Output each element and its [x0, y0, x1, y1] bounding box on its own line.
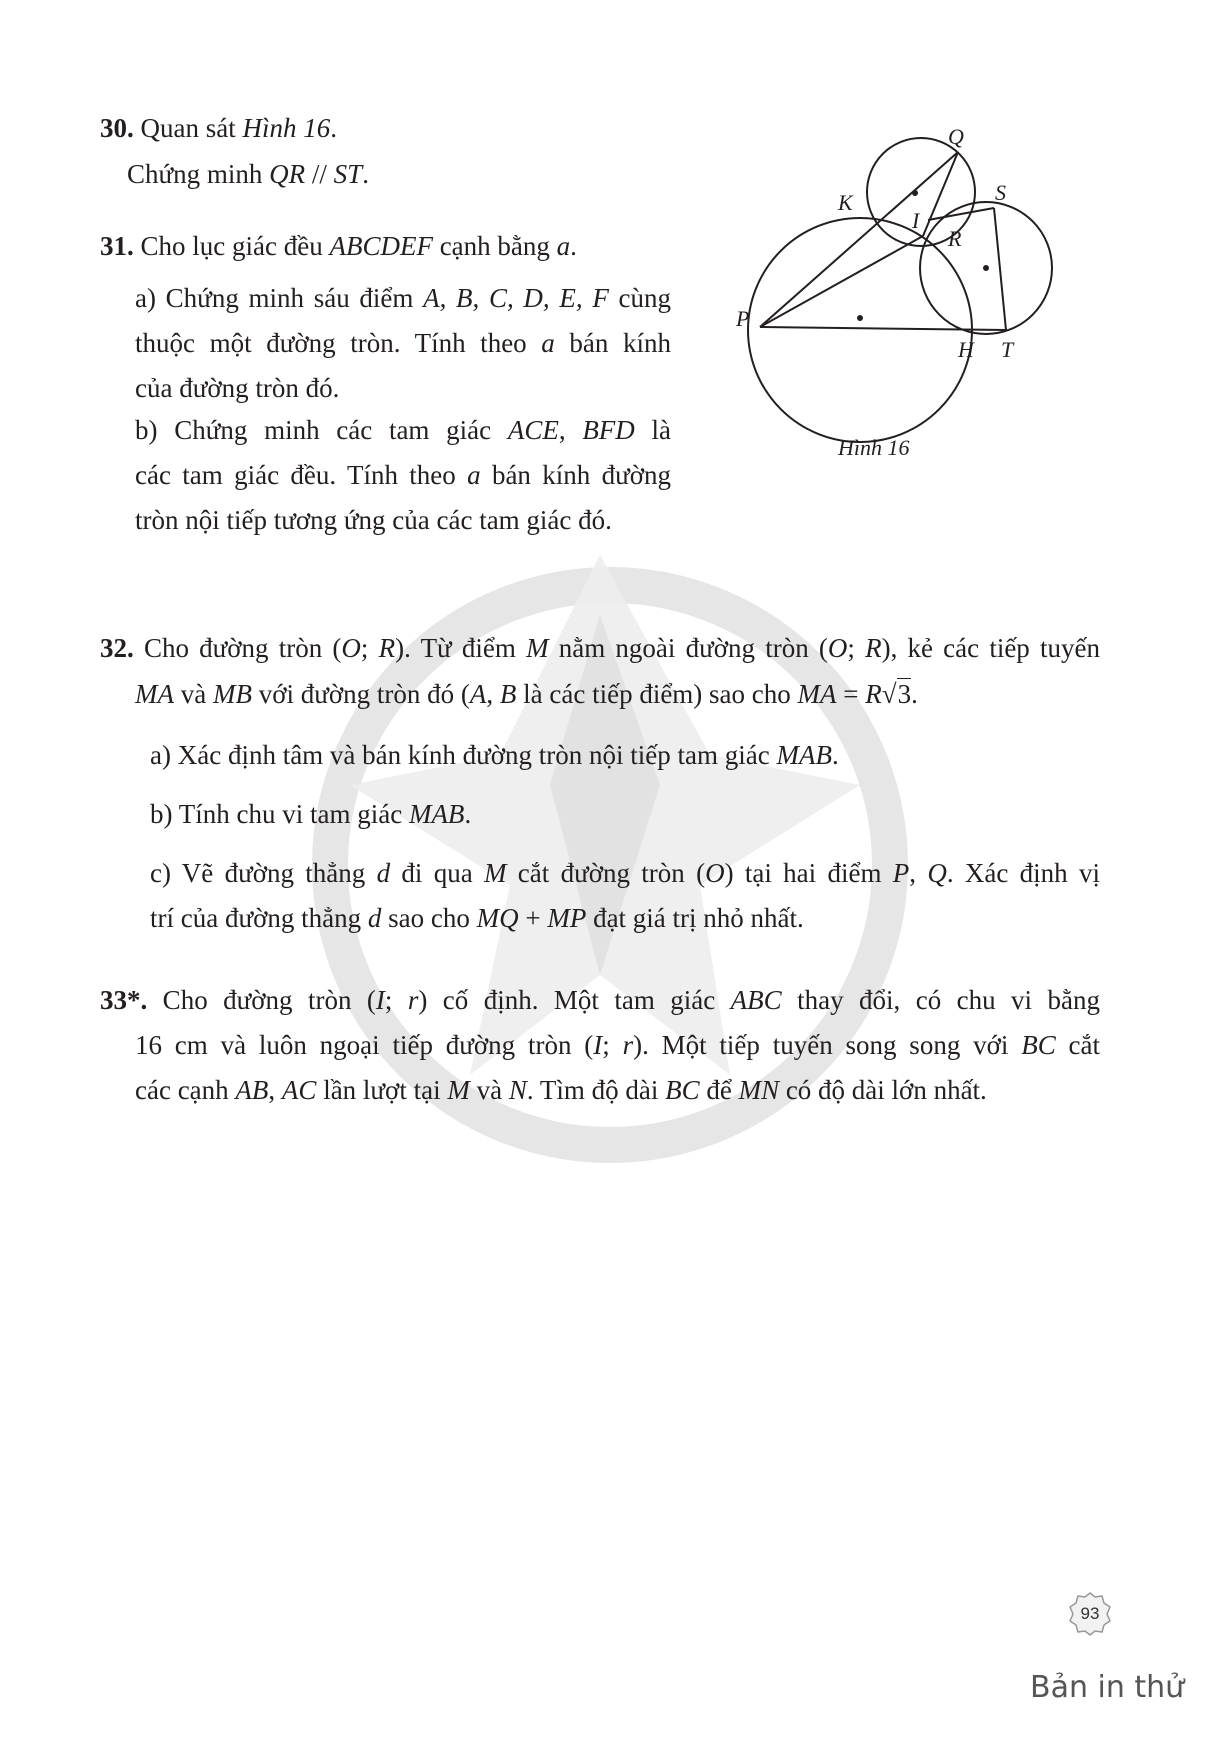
label-T: T	[1001, 337, 1014, 362]
text: R	[865, 633, 882, 663]
text: MP	[547, 903, 587, 933]
text: các tam giác đều. Tính theo	[135, 460, 468, 490]
text: . Tìm độ dài	[526, 1075, 666, 1105]
label-P: P	[736, 306, 750, 331]
problem-32c	[150, 851, 1100, 941]
label-R: R	[948, 226, 962, 251]
text: a	[556, 231, 571, 261]
segment-QR	[923, 152, 958, 236]
problem-number: 33*.	[100, 985, 148, 1015]
page-number	[1066, 1590, 1114, 1638]
text: R	[865, 679, 882, 709]
problem-31b	[135, 408, 671, 543]
text: và	[469, 1075, 509, 1105]
line	[150, 851, 1100, 896]
text: với đường tròn đó (	[251, 679, 470, 709]
label-S: S	[995, 180, 1006, 205]
text: Cho đường tròn (	[133, 633, 342, 663]
text: O	[705, 858, 725, 888]
text: MN	[738, 1075, 780, 1105]
text: ). Một tiếp tuyến song song với	[633, 1030, 1022, 1060]
text: Quan sát	[133, 113, 243, 143]
segment-IS	[928, 208, 994, 220]
problem-32-line1	[100, 626, 1100, 671]
text: a	[467, 460, 481, 490]
text: bán kính đường	[480, 460, 671, 490]
text: ) tại hai điểm	[724, 858, 893, 888]
text: M	[447, 1075, 470, 1105]
text: b) Tính chu vi tam giác	[150, 799, 409, 829]
text: ), kẻ các tiếp tuyến	[881, 633, 1100, 663]
figure-16	[735, 118, 1055, 463]
text: . Xác định vị	[946, 858, 1100, 888]
line	[135, 276, 671, 321]
line	[150, 896, 1100, 941]
text: r	[622, 1030, 634, 1060]
text: r	[407, 985, 419, 1015]
text: I	[593, 1030, 603, 1060]
text: và	[173, 679, 213, 709]
text: MQ	[476, 903, 519, 933]
text: là các tiếp điểm) sao cho	[516, 679, 798, 709]
text: bán kính	[554, 328, 671, 358]
text: .	[362, 159, 369, 189]
text: MA	[797, 679, 837, 709]
text: để	[699, 1075, 739, 1105]
text: MAB	[776, 740, 832, 770]
sqrt-symbol: √3	[881, 679, 912, 709]
label-Q: Q	[948, 124, 964, 149]
text: B	[499, 679, 517, 709]
center-dot	[857, 315, 863, 321]
text: BC	[1021, 1030, 1056, 1060]
text: b) Chứng minh các tam giác	[135, 415, 508, 445]
text: QR	[269, 159, 306, 189]
text: ,	[486, 679, 500, 709]
text: a) Xác định tâm và bán kính đường tròn nội tiếp tam giác	[150, 740, 777, 770]
text: .	[330, 113, 337, 143]
problem-number: 31.	[100, 231, 134, 261]
text: A, B, C, D, E, F	[423, 283, 609, 313]
problem-number: 30.	[100, 113, 134, 143]
problem-32b	[150, 792, 471, 837]
figure-caption: Hình 16	[838, 435, 910, 460]
text: các cạnh	[135, 1075, 236, 1105]
text: ABC	[730, 985, 782, 1015]
text: ;	[360, 633, 379, 663]
text: .	[464, 799, 472, 829]
center-dot	[912, 190, 918, 196]
text: cắt	[1055, 1030, 1100, 1060]
text: BC	[665, 1075, 700, 1105]
line: tròn nội tiếp tương ứng của các tam giác đó.	[135, 505, 612, 535]
label-I: I	[912, 208, 920, 233]
text: ;	[602, 1030, 623, 1060]
text: Cho đường tròn (	[147, 985, 376, 1015]
text: d	[367, 903, 382, 933]
text: c) Vẽ đường thẳng	[150, 858, 377, 888]
text: ACE	[507, 415, 559, 445]
page-number-text: 93	[1080, 1604, 1100, 1623]
text: 16 cm và luôn ngoại tiếp đường tròn (	[135, 1030, 594, 1060]
text: a) Chứng minh sáu điểm	[135, 283, 424, 313]
text: I	[375, 985, 385, 1015]
label-H: H	[958, 337, 974, 362]
text: nằm ngoài đường tròn (	[548, 633, 828, 663]
line	[135, 453, 671, 498]
line	[100, 978, 1100, 1023]
text: cùng	[608, 283, 671, 313]
text: MA	[135, 679, 174, 709]
line	[100, 626, 1100, 671]
text: .	[831, 740, 839, 770]
text: A	[469, 679, 487, 709]
text: =	[836, 679, 866, 709]
text: a	[541, 328, 555, 358]
problem-number: 32.	[100, 633, 134, 663]
problem-31a	[135, 276, 671, 411]
line: của đường tròn đó.	[135, 373, 340, 403]
problem-33-cont	[135, 1023, 1100, 1113]
text: R	[378, 633, 396, 663]
text: ). Từ điểm	[395, 633, 527, 663]
text: ;	[384, 985, 408, 1015]
text: .	[570, 231, 577, 261]
text: là	[634, 415, 671, 445]
text: O	[341, 633, 361, 663]
text: sao cho	[381, 903, 477, 933]
text: AB	[235, 1075, 269, 1105]
text: đạt giá trị nhỏ nhất.	[586, 903, 804, 933]
text: P	[892, 858, 910, 888]
draft-label: Bản in thử	[1030, 1670, 1185, 1705]
text: +	[518, 903, 548, 933]
line	[135, 321, 671, 366]
problem-32-line2	[135, 672, 918, 717]
segment-PT	[760, 327, 1006, 330]
text: ,	[558, 415, 583, 445]
text: Chứng minh	[127, 159, 270, 189]
radicand: 3	[897, 679, 912, 709]
line	[135, 1023, 1100, 1068]
text: d	[376, 858, 391, 888]
text: thuộc một đường tròn. Tính theo	[135, 328, 542, 358]
text: ,	[909, 858, 928, 888]
text: Cho lục giác đều	[133, 231, 330, 261]
text: AC	[281, 1075, 317, 1105]
text: ;	[847, 633, 866, 663]
problem-30-line2	[127, 152, 369, 197]
problem-30-line1	[100, 106, 337, 151]
text: ) cố định. Một tam giác	[418, 985, 731, 1015]
text: cạnh bằng	[432, 231, 557, 261]
text: MB	[212, 679, 252, 709]
text: cắt đường tròn (	[506, 858, 706, 888]
center-dot	[983, 265, 989, 271]
text: ST	[333, 159, 363, 189]
text: có độ dài lớn nhất.	[779, 1075, 987, 1105]
label-K: K	[838, 190, 853, 215]
text: //	[305, 159, 334, 189]
text: lần lượt tại	[316, 1075, 448, 1105]
segment-ST	[994, 208, 1006, 330]
problem-33	[100, 978, 1100, 1023]
text: ,	[268, 1075, 282, 1105]
text: Q	[927, 858, 947, 888]
text: O	[827, 633, 848, 663]
text: Hình 16	[242, 113, 331, 143]
text: BFD	[582, 415, 635, 445]
line	[135, 408, 671, 453]
text: ABCDEF	[329, 231, 433, 261]
text: M	[526, 633, 549, 663]
problem-32a	[150, 733, 839, 778]
text: MAB	[408, 799, 465, 829]
problem-31-title	[100, 224, 577, 269]
text: M	[484, 858, 507, 888]
line	[135, 1068, 1100, 1113]
text: thay đổi, có chu vi bằng	[781, 985, 1100, 1015]
text: N	[508, 1075, 527, 1105]
text: trí của đường thẳng	[150, 903, 368, 933]
text: .	[911, 679, 918, 709]
segment-PR	[760, 236, 923, 327]
text: đi qua	[390, 858, 484, 888]
